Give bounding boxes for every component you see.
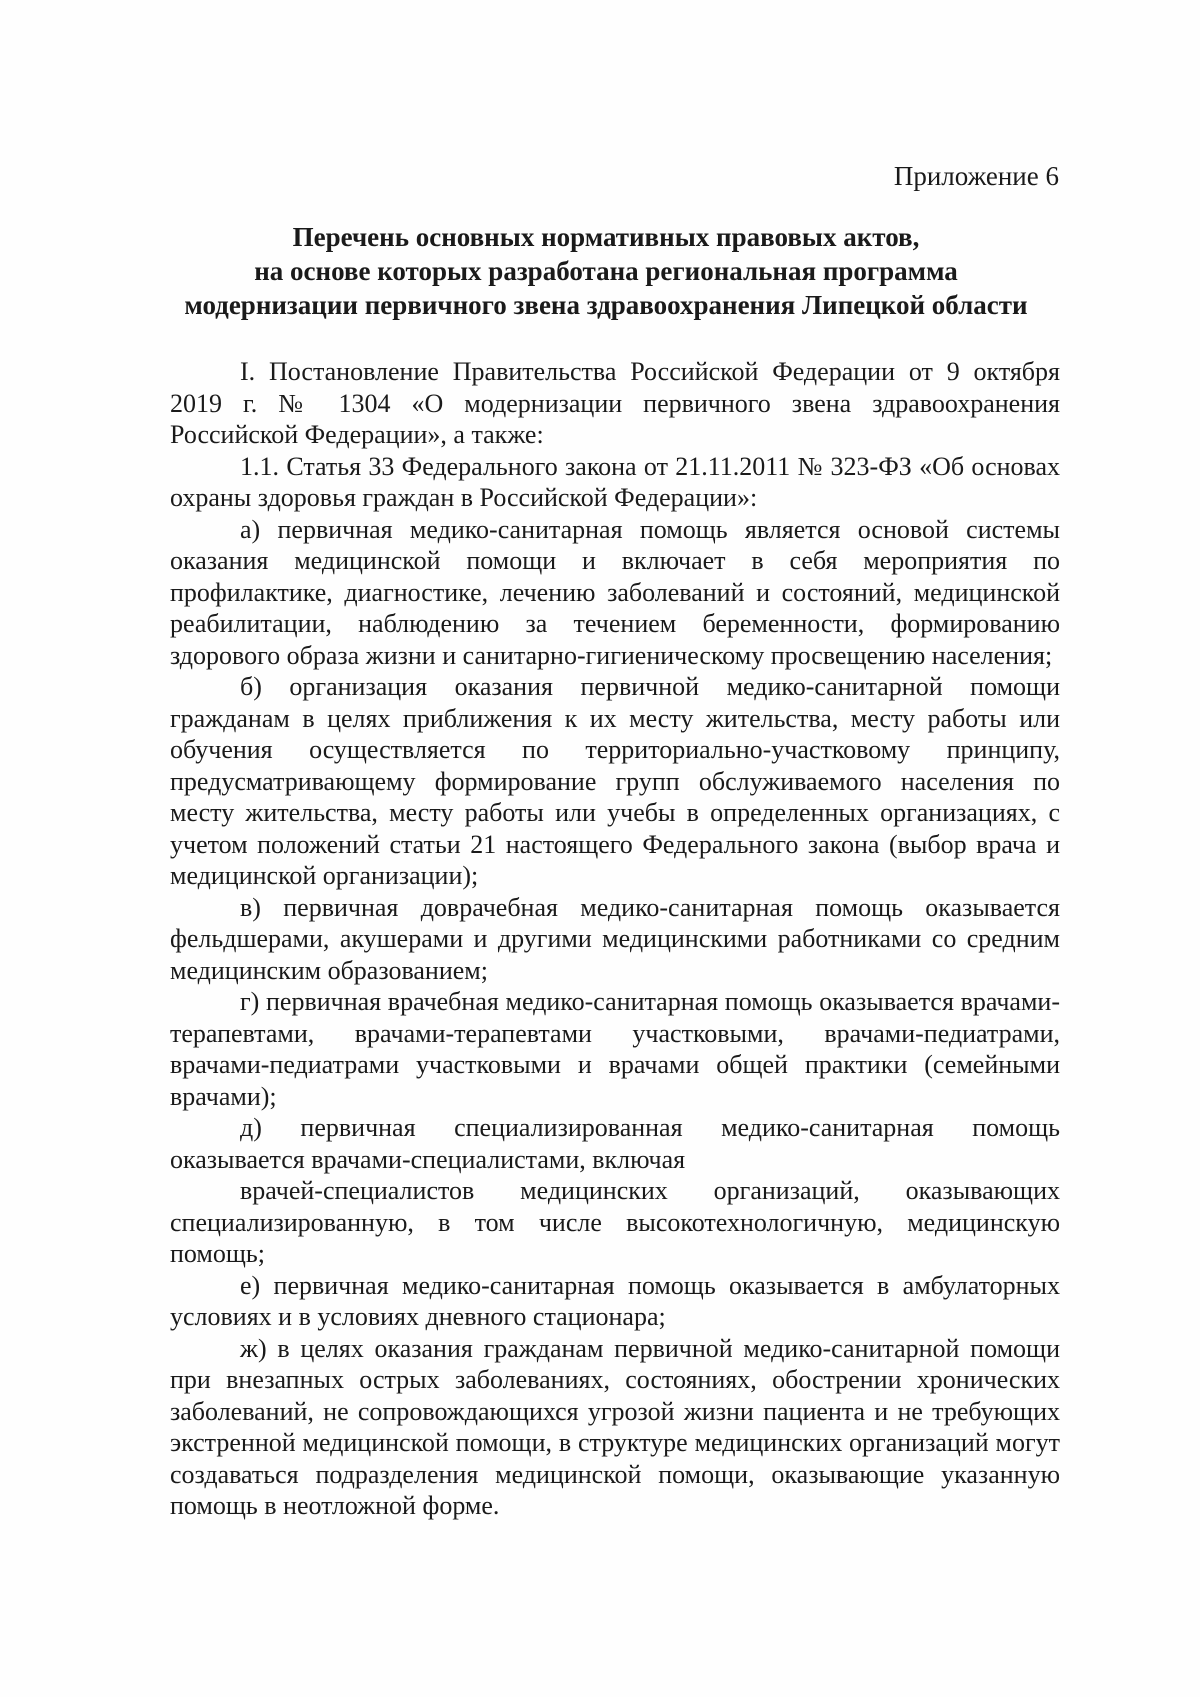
paragraph-item-a: а) первичная медико-санитарная помощь является основой системы оказания медицинской помощи и включает в себя мероприятия по профилактике, диагностике, лечению заболеваний и состояний, медицинской реабилитации, наблюдению за течением беременности, формированию здорового образа жизни и санитарно-гигиеническому просвещению населения; (170, 514, 1060, 670)
title-line-1: Перечень основных нормативных правовых актов, (292, 222, 920, 252)
paragraph-article-33: 1.1. Статья 33 Федерального закона от 21.11.2011 № 323-ФЗ «Об основах охраны здоровья граждан в Российской Федерации»: (170, 451, 1060, 512)
document-body (170, 356, 1060, 1522)
paragraph-item-g: г) первичная врачебная медико-санитарная помощь оказывается врачами-терапевтами, врачами-терапевтами участковыми, врачами-педиатрами, врачами-педиатрами участковыми и врачами общей практики (семейными врачами); (170, 987, 1060, 1111)
title-line-3: модернизации первичного звена здравоохранения Липецкой области (184, 290, 1028, 320)
paragraph-item-e: е) первичная медико-санитарная помощь оказывается в амбулаторных условиях и в условиях дневного стационара; (170, 1270, 1060, 1331)
paragraph-item-d-continued: врачей-специалистов медицинских организаций, оказывающих специализированную, в том числе высокотехнологичную, медицинскую помощь; (170, 1176, 1060, 1268)
paragraph-item-zh: ж) в целях оказания гражданам первичной медико-санитарной помощи при внезапных острых заболеваниях, состояниях, обострении хронических заболеваний, не сопровождающихся угрозой жизни пациента и не требующих экстренной медицинской помощи, в структуре медицинских организаций могут создаваться подразделения медицинской помощи, оказывающие указанную помощь в неотложной форме. (170, 1333, 1060, 1520)
title-line-2: на основе которых разработана региональная программа (254, 256, 958, 286)
appendix-label: Приложение 6 (893, 161, 1059, 191)
paragraph-resolution: I. Постановление Правительства Российской Федерации от 9 октября 2019 г. № 1304 «О модернизации первичного звена здравоохранения Российской Федерации», а также: (170, 357, 1060, 449)
document-title (150, 220, 1062, 322)
paragraph-item-b: б) организация оказания первичной медико-санитарной помощи гражданам в целях приближения к их месту жительства, месту работы или обучения осуществляется по территориально-участковому принципу, предусматривающему формирование групп обслуживаемого населения по месту жительства, месту работы или учебы в определенных организациях, с учетом положений статьи 21 настоящего Федерального закона (выбор врача и медицинской организации); (170, 672, 1060, 890)
paragraph-item-v: в) первичная доврачебная медико-санитарная помощь оказывается фельдшерами, акушерами и другими медицинскими работниками со средним медицинским образованием; (170, 892, 1060, 985)
paragraph-item-d: д) первичная специализированная медико-санитарная помощь оказывается врачами-специалистами, включая (170, 1113, 1060, 1174)
